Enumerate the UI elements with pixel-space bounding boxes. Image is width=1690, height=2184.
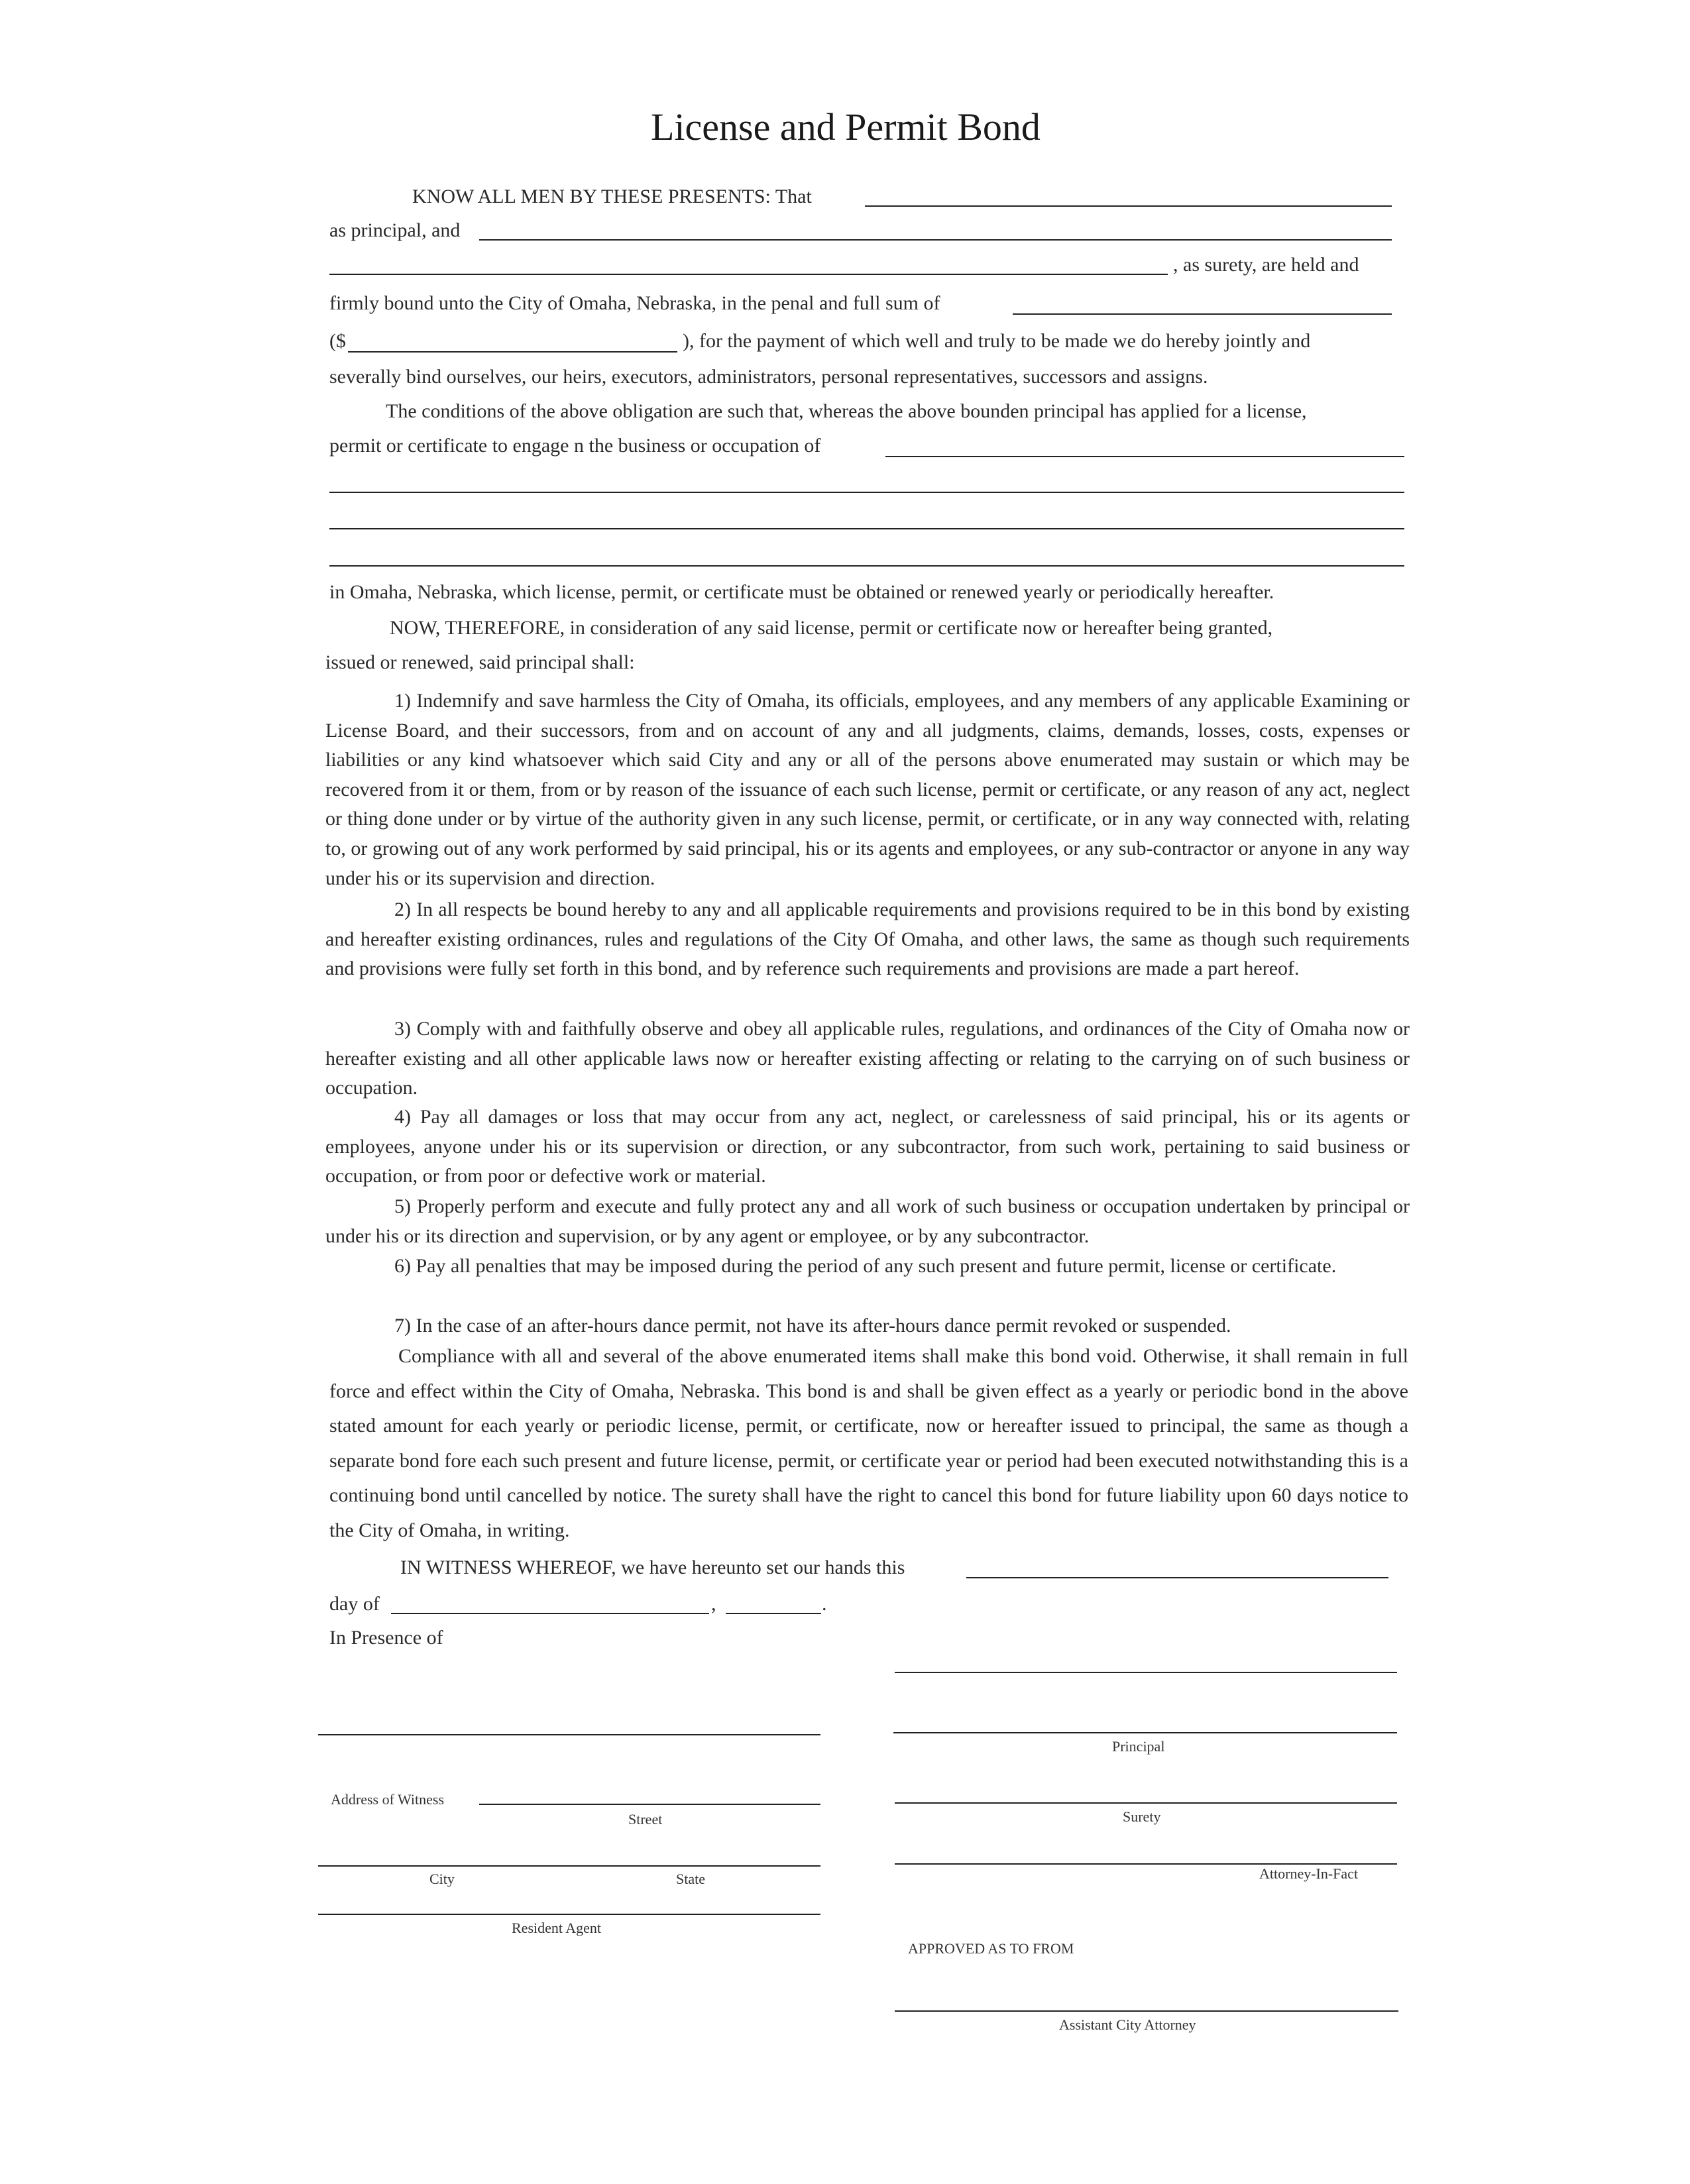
witness-street-line[interactable] <box>479 1804 820 1805</box>
approved-text: APPROVED AS TO FROM <box>908 1940 1074 1957</box>
principal-name-line[interactable] <box>865 205 1392 207</box>
know-all-text: KNOW ALL MEN BY THESE PRESENTS: That <box>412 186 812 207</box>
street-label: Street <box>628 1811 663 1828</box>
in-presence-text: In Presence of <box>329 1627 443 1649</box>
surety-signature-line[interactable] <box>895 1802 1397 1804</box>
clause-4: 4) Pay all damages or loss that may occur from any act, neglect, or carelessness of said principal, his or its agents or employees, anyone under his or its supervision or direction, or any subcontractor, from such work, pertaining to said business or occupation, or from poor or defective work or material. <box>325 1106 1410 1187</box>
penal-sum-amount-line[interactable] <box>348 351 677 353</box>
witness-signature-line[interactable] <box>318 1734 820 1735</box>
permit-line-text: permit or certificate to engage n the business or occupation of <box>329 435 821 457</box>
address-of-witness-label: Address of Witness <box>331 1791 445 1808</box>
clause-3: 3) Comply with and faithfully observe and obey all applicable rules, regulations, and ordinances of the City of Omaha now or hereafter existing and all other applicable laws now or hereafter existing affecting or relating to the carrying on of such business or occupation. <box>325 1018 1410 1099</box>
clause-7: 7) In the case of an after-hours dance permit, not have its after-hours dance permit revoked or suspended. <box>394 1315 1231 1337</box>
clause-5: 5) Properly perform and execute and fully protect any and all work of such business or occupation undertaken by principal or under his or its direction and supervision, or by any agent or employee, or by any subcontractor. <box>325 1195 1410 1247</box>
surety-name-line-1[interactable] <box>479 239 1392 241</box>
as-surety-text: , as surety, are held and <box>1173 254 1359 276</box>
severally-text: severally bind ourselves, our heirs, executors, administrators, personal representatives, successors and assigns. <box>329 366 1208 388</box>
attorney-in-fact-line[interactable] <box>895 1863 1397 1865</box>
assistant-city-attorney-label: Assistant City Attorney <box>1059 2016 1196 2033</box>
state-label: State <box>676 1871 705 1887</box>
principal-signature-line-1[interactable] <box>895 1672 1397 1673</box>
surety-label: Surety <box>1123 1808 1161 1825</box>
witness-month-line[interactable] <box>391 1613 709 1614</box>
resident-agent-line[interactable] <box>318 1914 820 1915</box>
witness-day-line[interactable] <box>966 1577 1388 1578</box>
business-occupation-line-2[interactable] <box>329 492 1404 493</box>
principal-label: Principal <box>1112 1738 1165 1755</box>
document-title: License and Permit Bond <box>651 105 1041 148</box>
attorney-in-fact-label: Attorney-In-Fact <box>1259 1865 1359 1882</box>
clause-6: 6) Pay all penalties that may be imposed during the period of any such present and future permit, license or certificate. <box>394 1255 1337 1277</box>
principal-signature-line-2[interactable] <box>893 1732 1397 1733</box>
issued-text: issued or renewed, said principal shall: <box>325 651 635 673</box>
surety-name-line-2[interactable] <box>329 274 1168 275</box>
as-principal-text: as principal, and <box>329 219 461 241</box>
dollar-open-text: ($ <box>329 330 346 352</box>
period-text: . <box>822 1593 827 1615</box>
business-occupation-line-1[interactable] <box>885 456 1404 457</box>
compliance-paragraph: Compliance with all and several of the above enumerated items shall make this bond void. Otherwise, it shall remain in full force and effect within the City of Omaha, Nebraska. This bond is and shall be given effect as a yearly or periodic bond in the above stated amount for each yearly or periodic license, permit, or certificate, now or hereafter issued to principal, the same as though a separate bond fore each such present and future license, permit, or certificate year or period had been executed notwithstanding this is a continuing bond until cancelled by notice. The surety shall have the right to cancel this bond for future liability upon 60 days notice to the City of Omaha, in writing. <box>329 1345 1408 1541</box>
payment-text: ), for the payment of which well and truly to be made we do hereby jointly and <box>683 330 1311 352</box>
resident-agent-label: Resident Agent <box>512 1920 602 1936</box>
business-occupation-line-3[interactable] <box>329 528 1404 529</box>
in-witness-text: IN WITNESS WHEREOF, we have hereunto set our hands this <box>400 1556 905 1578</box>
clause-1: 1) Indemnify and save harmless the City of Omaha, its officials, employees, and any members of any applicable Examining or License Board, and their successors, from and on account of any and all judgments, claims, demands, losses, costs, expenses or liabilities or any kind whatsoever which said City and any or all of the persons above enumerated may sustain or which may be recovered from it or them, from or by reason of the issuance of each such license, permit or certificate, or any reason of any act, neglect or thing done under or by virtue of the authority given in any such license, permit, or certificate, or in any way connected with, relating to, or growing out of any work performed by said principal, his or its agents and employees, or any sub-contractor or anyone in any way under his or its supervision and direction. <box>325 690 1410 889</box>
assistant-city-attorney-line[interactable] <box>895 2010 1398 2012</box>
comma-text: , <box>711 1593 716 1615</box>
firmly-bound-text: firmly bound unto the City of Omaha, Nebraska, in the penal and full sum of <box>329 292 940 314</box>
witness-year-line[interactable] <box>726 1613 821 1614</box>
conditions-text: The conditions of the above obligation are such that, whereas the above bounden principal has applied for a license, <box>386 400 1307 422</box>
witness-city-state-line[interactable] <box>318 1865 820 1867</box>
in-omaha-text: in Omaha, Nebraska, which license, permit, or certificate must be obtained or renewed yearly or periodically hereafter. <box>329 581 1274 603</box>
penal-sum-words-line[interactable] <box>1013 313 1392 315</box>
business-occupation-line-4[interactable] <box>329 565 1404 567</box>
city-label: City <box>429 1871 455 1887</box>
day-of-text: day of <box>329 1593 380 1615</box>
now-therefore-text: NOW, THEREFORE, in consideration of any said license, permit or certificate now or hereafter being granted, <box>390 617 1273 639</box>
clause-2: 2) In all respects be bound hereby to any and all applicable requirements and provisions required to be in this bond by existing and hereafter existing ordinances, rules and regulations of the City Of Omaha, and other laws, the same as though such requirements and provisions were fully set forth in this bond, and by reference such requirements and provisions are made a part hereof. <box>325 899 1410 980</box>
